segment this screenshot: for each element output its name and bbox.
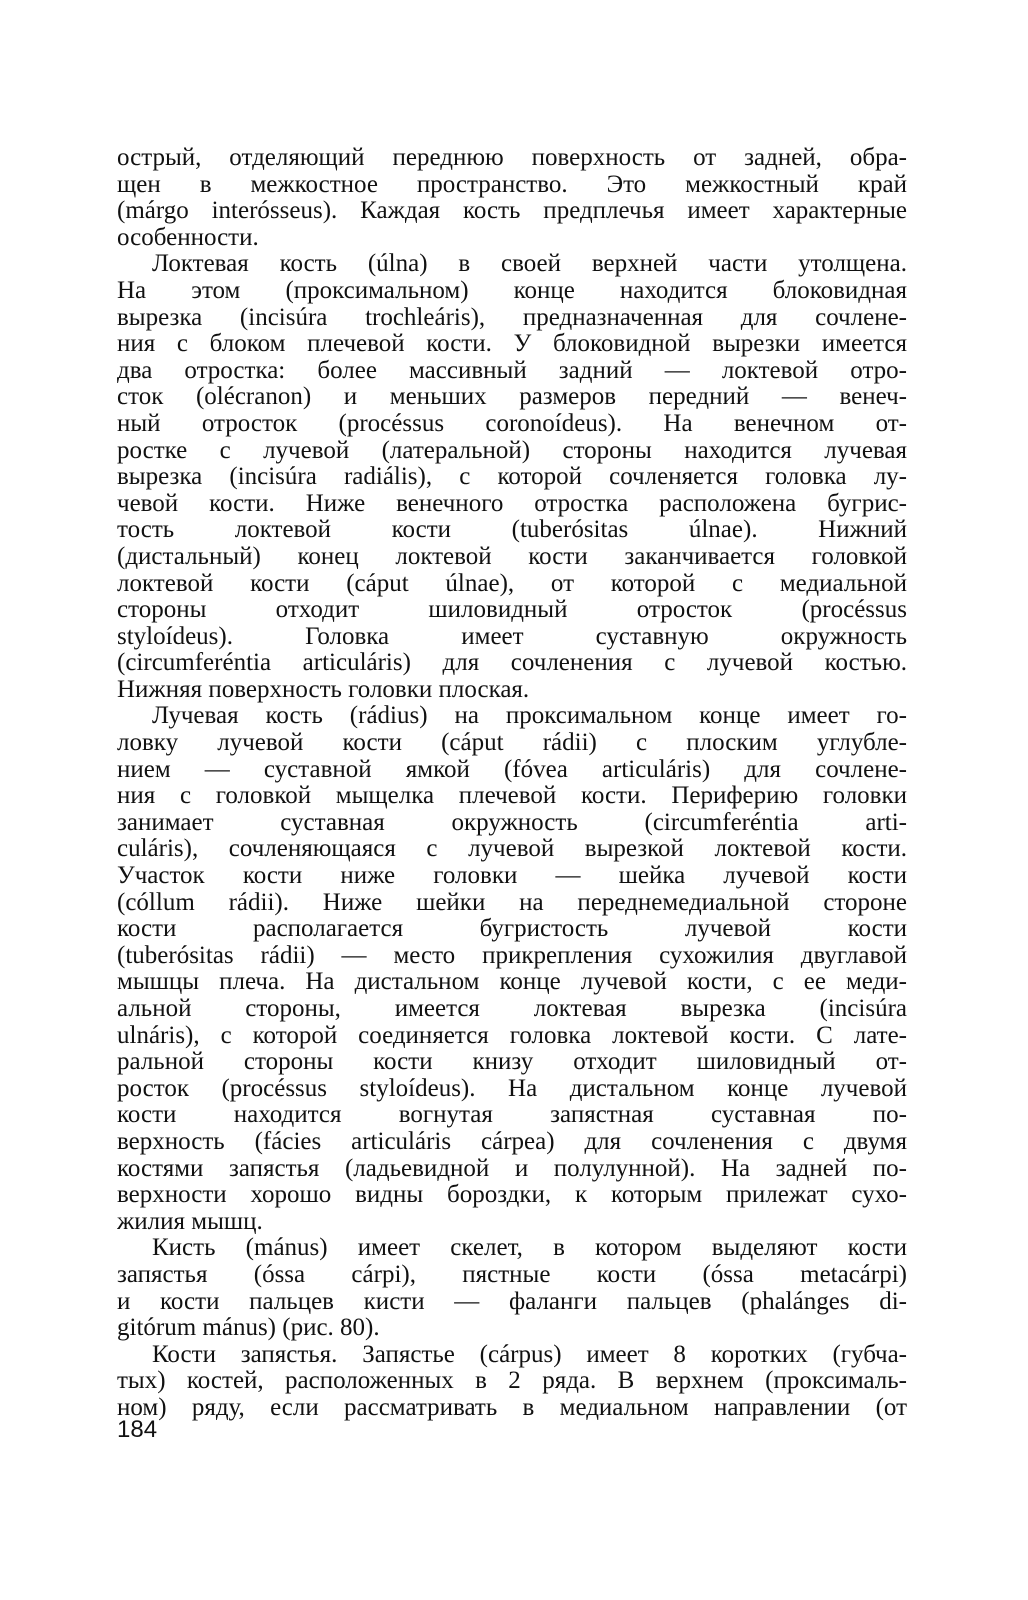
paragraph-1 bbox=[117, 145, 907, 251]
text-line: особенности. bbox=[117, 224, 259, 251]
text-line: верхности хорошо видны бороздки, к которым прилежат сухо- bbox=[117, 1182, 907, 1209]
paragraph-carpus bbox=[117, 1342, 907, 1422]
text-line: ном) ряду, если рассматривать в медиальном направлении (от bbox=[117, 1394, 907, 1421]
text-line: острый, отделяющий переднюю поверхность от задней, обра- bbox=[117, 145, 907, 171]
text-line: gitórum mánus) (рис. 80). bbox=[117, 1315, 380, 1342]
text-line: (tuberósitas rádii) — место прикрепления сухожилия двуглавой bbox=[117, 942, 907, 969]
text-line: кости располагается бугристость лучевой кости bbox=[117, 916, 907, 943]
text-line: ральной стороны кости книзу отходит шиловидный от- bbox=[117, 1049, 907, 1076]
text-line: ния с блоком плечевой кости. У блоковидной вырезки имеется bbox=[117, 331, 907, 358]
text-line: росток (procéssus styloídeus). На дистальном конце лучевой bbox=[117, 1075, 907, 1102]
text-line: ловку лучевой кости (cáput rádii) с плоским углубле- bbox=[117, 730, 907, 757]
page-number: 184 bbox=[117, 1416, 158, 1443]
text-line: жилия мышц. bbox=[117, 1208, 263, 1235]
text-line: Кисть (mánus) имеет скелет, в котором выделяют кости bbox=[152, 1235, 907, 1262]
text-line: ный отросток (procéssus coronoídeus). На венечном от- bbox=[117, 410, 907, 437]
text-line: нием — суставной ямкой (fóvea articuláris) для сочлене- bbox=[117, 756, 907, 783]
text-line: Лучевая кость (rádius) на проксимальном конце имеет го- bbox=[152, 703, 907, 730]
text-line: На этом (проксимальном) конце находится блоковидная bbox=[117, 277, 907, 304]
text-line: (cóllum rádii). Ниже шейки на переднемедиальной стороне bbox=[117, 889, 907, 916]
text-line: (márgo interósseus). Каждая кость предплечья имеет характерные bbox=[117, 198, 907, 225]
text-line: запястья (óssa cárpi), пястные кости (óssa metacárpi) bbox=[117, 1261, 907, 1288]
text-line: вырезка (incisúra trochleáris), предназначенная для сочлене- bbox=[117, 304, 907, 331]
text-line: Нижняя поверхность головки плоская. bbox=[117, 676, 530, 703]
text-line: Локтевая кость (úlna) в своей верхней части утолщена. bbox=[152, 251, 907, 278]
text-line: ulnáris), с которой соединяется головка локтевой кости. С лате- bbox=[117, 1022, 907, 1049]
text-line: чевой кости. Ниже венечного отростка расположена бугрис- bbox=[117, 490, 907, 517]
text-line: костями запястья (ладьевидной и полулунной). На задней по- bbox=[117, 1155, 907, 1182]
text-line: ростке с лучевой (латеральной) стороны находится лучевая bbox=[117, 437, 907, 464]
text-line: (дистальный) конец локтевой кости заканчивается головкой bbox=[117, 543, 907, 570]
text-line: и кости пальцев кисти — фаланги пальцев (phalánges di- bbox=[117, 1288, 907, 1315]
paragraph-hand bbox=[117, 1235, 907, 1341]
text-line: два отростка: более массивный задний — локтевой отро- bbox=[117, 357, 907, 384]
text-line: вырезка (incisúra radiális), с которой сочленяется головка лу- bbox=[117, 464, 907, 491]
text-line: занимает суставная окружность (circumferéntia arti- bbox=[117, 809, 907, 836]
text-line: ния с головкой мыщелка плечевой кости. Периферию головки bbox=[117, 783, 907, 810]
text-line: мышцы плеча. На дистальном конце лучевой кости, с ее меди- bbox=[117, 969, 907, 996]
text-line: щен в межкостное пространство. Это межкостный край bbox=[117, 171, 907, 198]
text-line: кости находится вогнутая запястная суставная по- bbox=[117, 1102, 907, 1129]
text-line: culáris), сочленяющаяся с лучевой вырезкой локтевой кости. bbox=[117, 836, 907, 863]
paragraph-radius bbox=[117, 703, 907, 1235]
page-text bbox=[117, 145, 907, 1422]
text-line: Участок кости ниже головки — шейка лучевой кости bbox=[117, 863, 907, 890]
text-line: тых) костей, расположенных в 2 ряда. В верхнем (проксималь- bbox=[117, 1368, 907, 1395]
text-line: styloídeus). Головка имеет суставную окружность bbox=[117, 623, 907, 650]
paragraph-ulna bbox=[117, 251, 907, 703]
text-line: локтевой кости (cáput úlnae), от которой с медиальной bbox=[117, 570, 907, 597]
text-line: (circumferéntia articuláris) для сочленения с лучевой костью. bbox=[117, 650, 907, 677]
text-line: тость локтевой кости (tuberósitas úlnae). Нижний bbox=[117, 517, 907, 544]
text-line: альной стороны, имеется локтевая вырезка (incisúra bbox=[117, 996, 907, 1022]
text-line: верхность (fácies articuláris cárpea) для сочленения с двумя bbox=[117, 1128, 907, 1155]
text-line: Кости запястья. Запястье (cárpus) имеет 8 коротких (губча- bbox=[152, 1341, 907, 1368]
text-line: сток (olécranon) и меньших размеров передний — венеч- bbox=[117, 384, 907, 411]
text-line: стороны отходит шиловидный отросток (procéssus bbox=[117, 597, 907, 624]
